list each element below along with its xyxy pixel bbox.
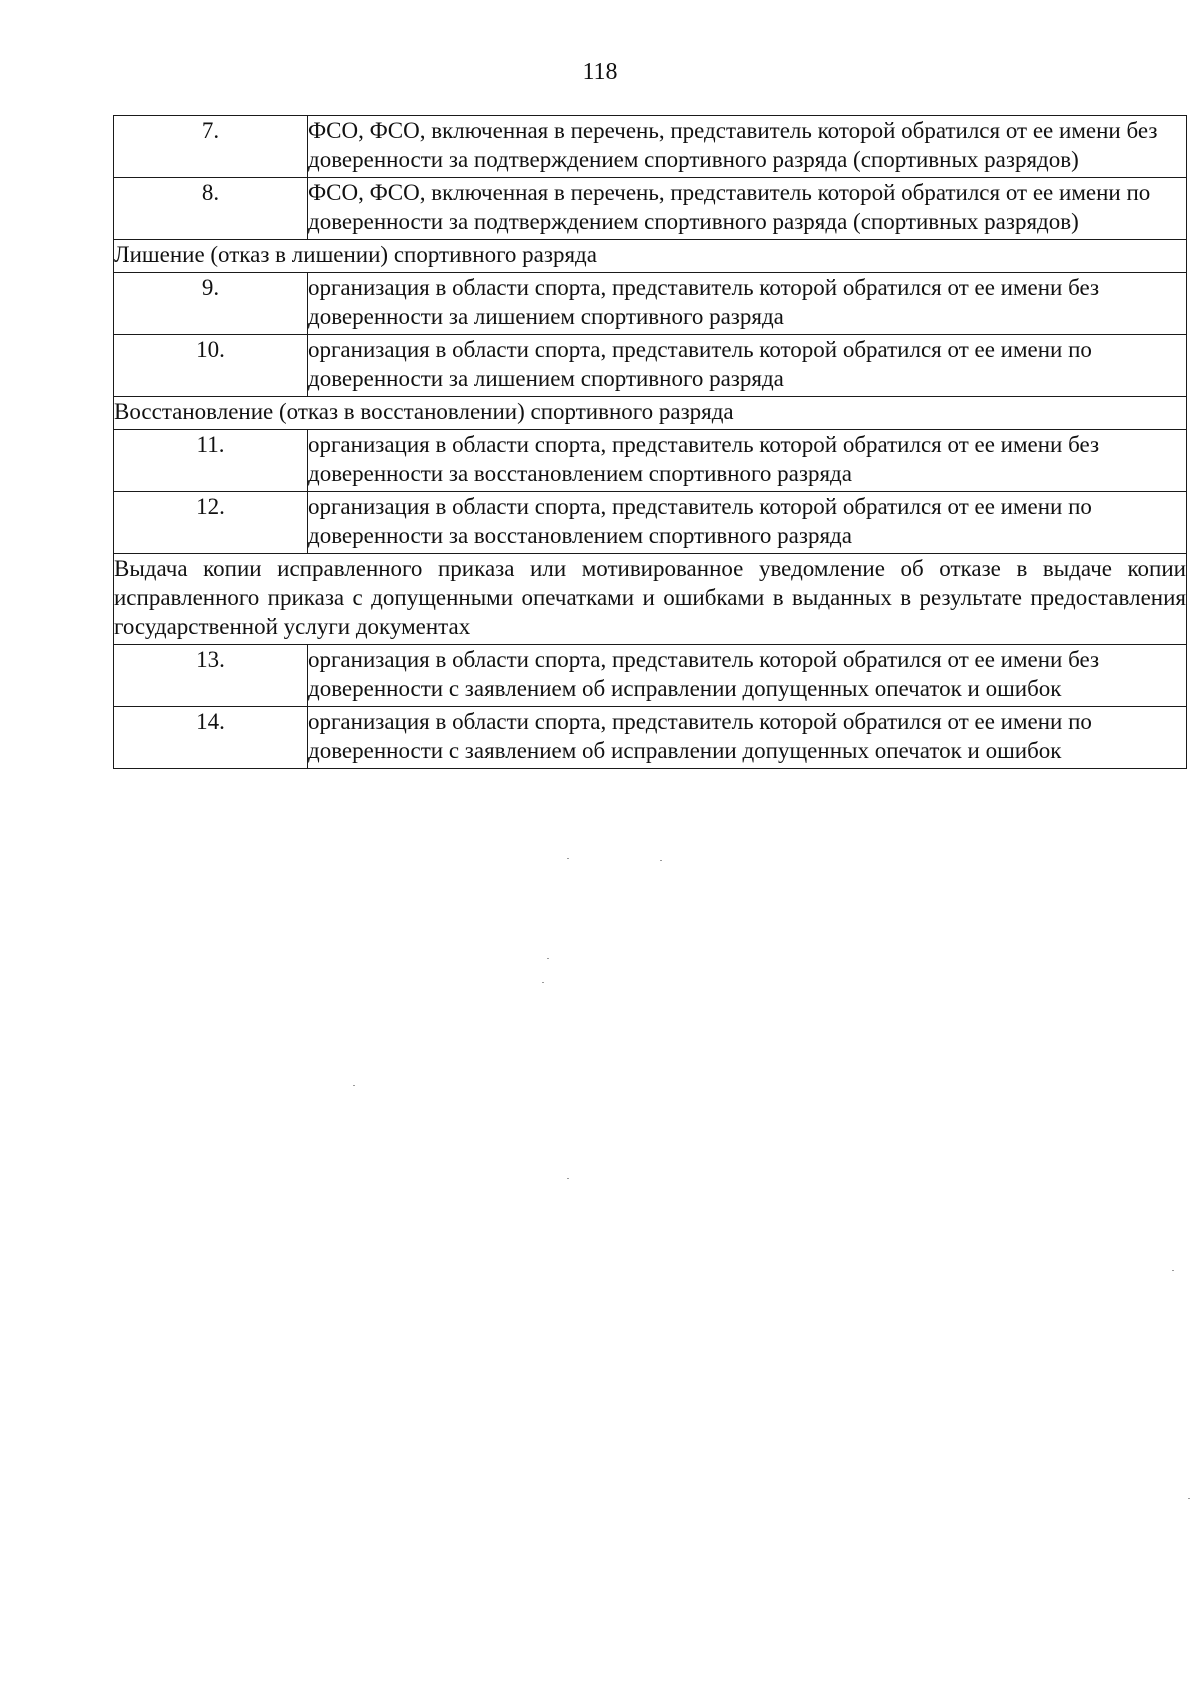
section-row [114,240,1187,273]
row-text: организация в области спорта, представитель которой обратился от ее имени по доверенности с заявлением об исправлении допущенных опечаток и ошибок [308,707,1187,769]
row-number: 8. [114,178,308,240]
row-text: организация в области спорта, представитель которой обратился от ее имени по доверенности за восстановлением спортивного разряда [308,492,1187,554]
scan-speck [547,958,549,959]
scan-speck [353,1085,355,1086]
scan-speck [542,982,544,983]
table-row [114,273,1187,335]
table-row [114,492,1187,554]
section-row [114,554,1187,645]
table-row [114,116,1187,178]
scan-speck [567,1178,569,1179]
row-text: организация в области спорта, представитель которой обратился от ее имени без доверенности за восстановлением спортивного разряда [308,430,1187,492]
scan-speck [567,858,569,859]
document-table [113,115,1187,769]
section-row [114,397,1187,430]
scan-speck [1188,1498,1190,1499]
row-text: организация в области спорта, представитель которой обратился от ее имени без доверенности за лишением спортивного разряда [308,273,1187,335]
row-text: организация в области спорта, представитель которой обратился от ее имени по доверенности за лишением спортивного разряда [308,335,1187,397]
table-row [114,335,1187,397]
table-row [114,645,1187,707]
page-number: 118 [582,59,618,85]
row-number: 13. [114,645,308,707]
row-number: 12. [114,492,308,554]
section-heading: Лишение (отказ в лишении) спортивного разряда [114,240,1187,273]
row-number: 9. [114,273,308,335]
scan-speck [1172,1270,1174,1271]
scan-speck [660,860,662,861]
row-number: 7. [114,116,308,178]
section-heading: Восстановление (отказ в восстановлении) спортивного разряда [114,397,1187,430]
row-number: 14. [114,707,308,769]
table-row [114,707,1187,769]
row-text: ФСО, ФСО, включенная в перечень, представитель которой обратился от ее имени без доверенности за подтверждением спортивного разряда (спортивных разрядов) [308,116,1187,178]
row-text: ФСО, ФСО, включенная в перечень, представитель которой обратился от ее имени по доверенности за подтверждением спортивного разряда (спортивных разрядов) [308,178,1187,240]
row-number: 10. [114,335,308,397]
row-number: 11. [114,430,308,492]
table-row [114,430,1187,492]
section-heading: Выдача копии исправленного приказа или мотивированное уведомление об отказе в выдаче копии исправленного приказа с допущенными опечатками и ошибками в выданных в результате предоставления государственной услуги документах [114,554,1187,645]
table-row [114,178,1187,240]
row-text: организация в области спорта, представитель которой обратился от ее имени без доверенности с заявлением об исправлении допущенных опечаток и ошибок [308,645,1187,707]
